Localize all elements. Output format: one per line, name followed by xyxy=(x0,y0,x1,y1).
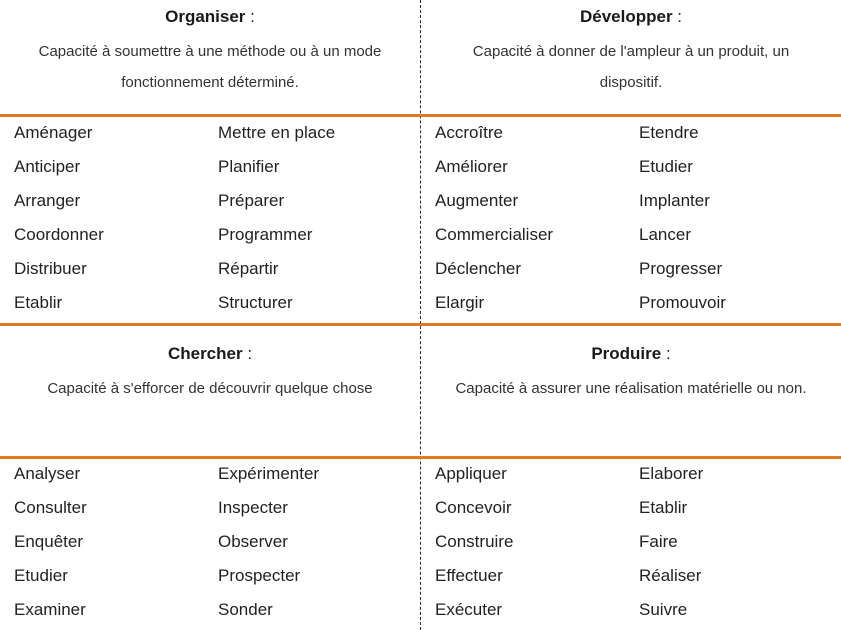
verb-item: Prospecter xyxy=(218,566,301,585)
verb-item: Consulter xyxy=(14,498,87,517)
verb-item: Etendre xyxy=(639,123,699,142)
verb-item: Elargir xyxy=(435,293,485,312)
verb-item: Déclencher xyxy=(435,259,521,278)
orange-separator-top xyxy=(0,114,841,117)
verb-item: Sonder xyxy=(218,600,273,619)
quadrant-title: Organiser : xyxy=(165,7,255,26)
verb-item: Observer xyxy=(218,532,288,551)
verb-item: Examiner xyxy=(14,600,86,619)
verb-item: Accroître xyxy=(435,123,504,142)
verb-item: Elaborer xyxy=(639,464,704,483)
verb-item: Répartir xyxy=(218,259,279,278)
verb-item: Programmer xyxy=(218,225,313,244)
quadrant-description: Capacité à donner de l'ampleur à un produit, un dispositif. xyxy=(472,43,790,91)
verb-item: Expérimenter xyxy=(218,464,320,483)
verb-item: Préparer xyxy=(218,191,285,210)
verb-item: Arranger xyxy=(14,191,81,210)
verb-list xyxy=(421,457,841,627)
quadrant-header xyxy=(0,325,420,457)
verb-item: Planifier xyxy=(218,157,280,176)
verb-item: Etablir xyxy=(14,293,63,312)
verb-item: Progresser xyxy=(639,259,723,278)
verb-item: Implanter xyxy=(639,191,710,210)
verb-item: Faire xyxy=(639,532,678,551)
verb-item: Anticiper xyxy=(14,157,81,176)
quadrant-header xyxy=(421,325,841,457)
quadrant-title: Produire : xyxy=(591,344,671,363)
quadrant-description: Capacité à s'efforcer de découvrir quelque chose xyxy=(47,380,373,397)
verb-item: Effectuer xyxy=(435,566,503,585)
verb-item: Exécuter xyxy=(435,600,503,619)
verb-item: Etudier xyxy=(639,157,693,176)
verb-item: Coordonner xyxy=(14,225,104,244)
orange-separator-middle xyxy=(0,323,841,326)
verb-item: Réaliser xyxy=(639,566,702,585)
verb-item: Inspecter xyxy=(218,498,288,517)
verb-list xyxy=(0,114,420,320)
verb-item: Commercialiser xyxy=(435,225,554,244)
verb-list xyxy=(421,114,841,320)
quadrant-organiser xyxy=(0,0,420,320)
verb-item: Appliquer xyxy=(435,464,507,483)
verb-item: Suivre xyxy=(639,600,688,619)
verb-item: Concevoir xyxy=(435,498,512,517)
verb-item: Enquêter xyxy=(14,532,83,551)
quadrant-description: Capacité à assurer une réalisation matérielle ou non. xyxy=(455,380,807,397)
verb-item: Améliorer xyxy=(435,157,508,176)
quadrant-header xyxy=(421,0,841,114)
verb-item: Lancer xyxy=(639,225,691,244)
quadrant-title: Développer : xyxy=(579,7,683,26)
orange-separator-bottom xyxy=(0,456,841,459)
quadrant-developper xyxy=(421,0,841,320)
verb-item: Promouvoir xyxy=(639,293,726,312)
quadrant-description: Capacité à soumettre à une méthode ou à un mode fonctionnement déterminé. xyxy=(38,43,382,91)
verb-item: Mettre en place xyxy=(218,123,336,142)
quadrant-produire xyxy=(421,325,841,627)
verb-item: Aménager xyxy=(14,123,93,142)
verb-item: Augmenter xyxy=(435,191,519,210)
verb-item: Etablir xyxy=(639,498,688,517)
verb-item: Analyser xyxy=(14,464,81,483)
quadrant-header xyxy=(0,0,420,114)
quadrant-title: Chercher : xyxy=(167,344,253,363)
verb-item: Structurer xyxy=(218,293,293,312)
verb-item: Etudier xyxy=(14,566,68,585)
verb-item: Construire xyxy=(435,532,514,551)
quadrant-chercher xyxy=(0,325,420,627)
verb-list xyxy=(0,457,420,627)
verb-item: Distribuer xyxy=(14,259,87,278)
